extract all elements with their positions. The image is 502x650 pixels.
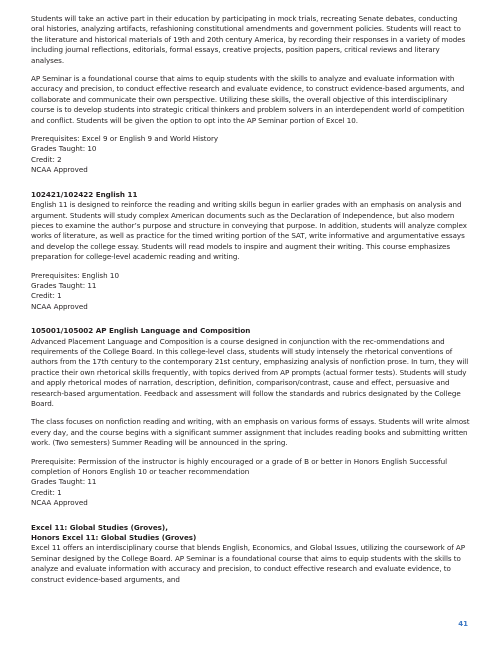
course-description-ap-english-language: Advanced Placement Language and Composition is a course designed in conjunction with the rec-ommendations and requirements of the College Board. In this college-level class, students will study intensely the rhetorical conventions of authors from the 17th century to the contemporary 21st century, emphasizing analysis of nonfiction prose. In turn, they will practice their own rhetorical skills frequently, with topics derived from AP prompts (actual former tests). Students will study and apply rhetorical modes of narration, description, definition, comparison/contrast, cause and effect, persuasive and research-based argumentation. Feedback and assessment will follow the standards and rubrics designated by the College Board. — [31, 336, 469, 408]
ncaa-status: NCAA Approved — [31, 301, 88, 311]
course-title-ap-english-language: 105001/105002 AP English Language and Composition — [31, 326, 251, 336]
credit: Credit: 1 — [31, 487, 62, 497]
prerequisites: Prerequisite: Permission of the instructor is highly encouraged or a grade of B or better in Honors English Successful completion of Honors English 10 or teacher recommendation — [31, 456, 448, 477]
course-description-excel-11: Excel 11 offers an interdisciplinary course that blends English, Economics, and Global Issues, utilizing the coursework of AP Seminar designed by the College Board. AP Seminar is a foundational course that aims to equip students with the skills to analyze and evaluate information with accuracy and precision, to conduct effective research and evaluate evidence, to construct evidence-based arguments, and — [31, 543, 466, 584]
credit: Credit: 2 — [31, 154, 62, 164]
intro-course-meta — [31, 134, 471, 176]
course-description-ap-english-language-2: The class focuses on nonfiction reading and writing, with an emphasis on various forms of essays. Students will write almost every day, and the course begins with a significant summer assignment that includes reading books and submitting written work. (Two semesters) Summer Reading will be announced in the spring. — [31, 417, 470, 448]
credit: Credit: 1 — [31, 291, 62, 301]
course-title-excel-11: Excel 11: Global Studies (Groves), — [31, 522, 168, 532]
prerequisites: Prerequisites: Excel 9 or English 9 and World History — [31, 134, 219, 144]
grades-taught: Grades Taught: 11 — [31, 280, 97, 290]
course-title-english-11: 102421/102422 English 11 — [31, 189, 138, 199]
course-description-english-11: English 11 is designed to reinforce the reading and writing skills begun in earlier grades with an emphasis on analysis and argument. Students will study complex American documents such as the Declaration of Independence, but also modern pieces to examine the author’s purpose and structure in conveying that purpose. In addition, students will analyze complex works of literature, as well as practice for the timed writing portion of the SAT, write informative and argumentative essays and develop the college essay. Students will read models to inspire and augment their writing. This course emphasizes preparation for college-level academic reading and writing. — [31, 200, 467, 262]
ap-english-language-meta — [31, 457, 471, 509]
ncaa-status: NCAA Approved — [31, 165, 88, 175]
intro-paragraph-1: Students will take an active part in their education by participating in mock trials, recreating Senate debates, conducting oral histories, analyzing artifacts, refashioning constitutional amendments and government policies. Students will react to the literature and historical materials of 19th and 20th century America, by recording their responses in a variety of modes including journal reflections, editorials, formal essays, creative projects, position papers, critical reviews and literary analyses. — [31, 14, 466, 65]
intro-paragraph-2: AP Seminar is a foundational course that aims to equip students with the skills to analyze and evaluate information with accuracy and precision, to conduct effective research and evaluate evidence, to construct evidence-based arguments, and collaborate and communicate their own perspective. Utilizing these skills, the overall objective of this interdisciplinary course is to develop students into strategic critical thinkers and problem solvers in an interdependent world of competition and conflict. Students will be given the option to opt into the AP Seminar portion of Excel 10. — [31, 74, 465, 125]
ncaa-status: NCAA Approved — [31, 498, 88, 508]
prerequisites: Prerequisites: English 10 — [31, 270, 119, 280]
course-title-honors-excel-11: Honors Excel 11: Global Studies (Groves) — [31, 533, 197, 543]
page-number: 41 — [458, 620, 468, 628]
grades-taught: Grades Taught: 11 — [31, 477, 97, 487]
grades-taught: Grades Taught: 10 — [31, 144, 97, 154]
page-content — [31, 14, 471, 593]
english-11-meta — [31, 271, 471, 313]
